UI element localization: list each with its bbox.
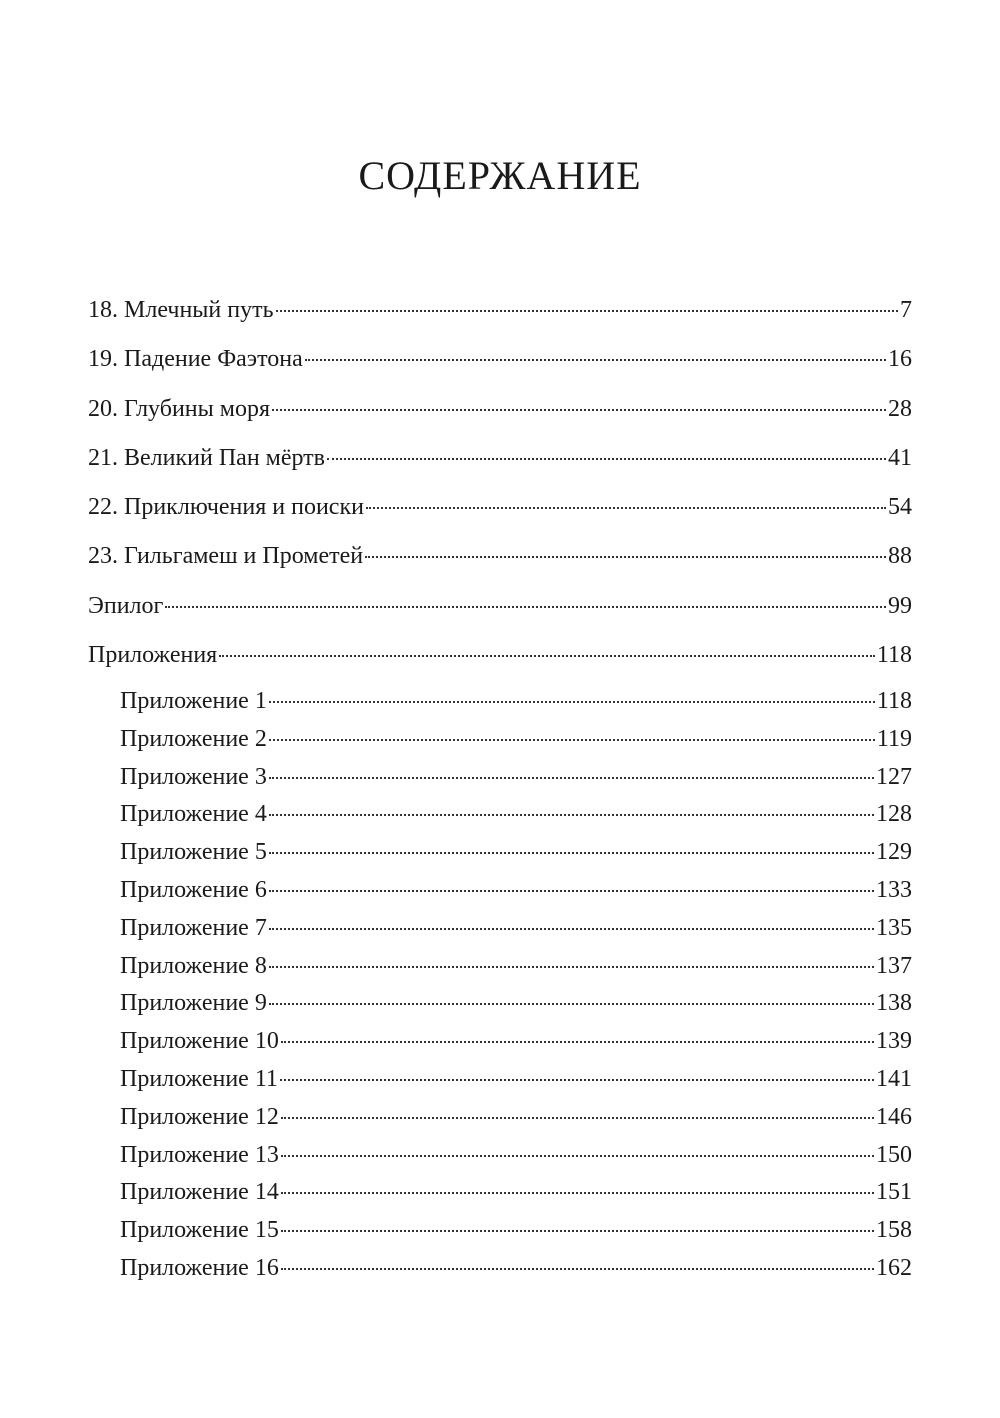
dot-leader <box>219 655 875 657</box>
toc-entry[interactable] <box>88 591 912 640</box>
dot-leader <box>269 1003 874 1005</box>
dot-leader <box>276 310 898 312</box>
toc-subentry-page: 158 <box>876 1217 912 1244</box>
toc-subentry-label: Приложение 12 <box>120 1103 279 1130</box>
dot-leader <box>269 777 874 779</box>
toc-subentry-page: 119 <box>876 725 912 752</box>
dot-leader <box>366 507 886 509</box>
dot-leader <box>327 458 886 460</box>
toc-entry-label: Эпилог <box>88 592 164 619</box>
toc-subentry-page: 137 <box>876 952 912 979</box>
toc-subentry-label: Приложение 11 <box>120 1066 278 1093</box>
dot-leader <box>281 1192 874 1194</box>
toc-subentry-page: 139 <box>876 1028 912 1055</box>
toc-subentry[interactable] <box>88 1215 912 1253</box>
toc-subentry[interactable] <box>88 799 912 837</box>
toc-subentry-label: Приложение 15 <box>120 1217 279 1244</box>
toc-subentry-page: 129 <box>876 839 912 866</box>
dot-leader <box>272 409 886 411</box>
dot-leader <box>269 852 874 854</box>
dot-leader <box>269 890 874 892</box>
toc-entry-label: 23. Гильгамеш и Прометей <box>88 543 364 570</box>
toc-subentry[interactable] <box>88 951 912 989</box>
toc-subentry-page: 135 <box>876 914 912 941</box>
toc-entry-page: 99 <box>888 592 912 619</box>
toc-subentry[interactable] <box>88 686 912 724</box>
dot-leader <box>269 814 874 816</box>
toc-subentry[interactable] <box>88 1102 912 1140</box>
toc-entry[interactable] <box>88 443 912 492</box>
dot-leader <box>305 359 886 361</box>
toc-entry-page: 88 <box>888 543 912 570</box>
dot-leader <box>269 966 874 968</box>
toc-entry[interactable] <box>88 541 912 590</box>
toc-subentry[interactable] <box>88 1253 912 1291</box>
toc-entry-label: 20. Глубины моря <box>88 395 270 422</box>
toc-subentry-page: 150 <box>876 1141 912 1168</box>
toc-entry-page: 16 <box>888 346 912 373</box>
toc-subentry-label: Приложение 2 <box>120 725 267 752</box>
toc-entry-page: 54 <box>888 494 912 521</box>
toc-subentry-page: 141 <box>876 1066 912 1093</box>
toc-subentry[interactable] <box>88 875 912 913</box>
toc-subentry-page: 151 <box>876 1179 912 1206</box>
toc-subentry-label: Приложение 3 <box>120 763 267 790</box>
dot-leader <box>281 1117 874 1119</box>
toc-entry-page: 7 <box>900 297 912 323</box>
toc-subentry[interactable] <box>88 837 912 875</box>
toc-subentry-label: Приложение 14 <box>120 1179 279 1206</box>
toc-subentry-page: 146 <box>876 1103 912 1130</box>
toc-subentry[interactable] <box>88 724 912 762</box>
toc-subentry-page: 118 <box>876 688 912 715</box>
dot-leader <box>281 1041 874 1043</box>
dot-leader <box>365 556 886 558</box>
dot-leader <box>269 928 874 930</box>
toc-subentry-label: Приложение 5 <box>120 839 267 866</box>
table-of-contents <box>88 295 912 1291</box>
toc-subentry[interactable] <box>88 988 912 1026</box>
toc-entry-label: 18. Млечный путь <box>88 297 274 323</box>
toc-subentry-label: Приложение 4 <box>120 801 267 828</box>
toc-subentry[interactable] <box>88 1140 912 1178</box>
toc-entry[interactable] <box>88 492 912 541</box>
toc-subentry-page: 138 <box>876 990 912 1017</box>
toc-entry-page: 28 <box>888 395 912 422</box>
toc-subentry-page: 128 <box>876 801 912 828</box>
dot-leader <box>269 739 875 741</box>
toc-subentry-label: Приложение 1 <box>120 688 267 715</box>
toc-entry-page: 41 <box>888 444 912 471</box>
toc-subentry-page: 133 <box>876 877 912 904</box>
toc-subentry[interactable] <box>88 1064 912 1102</box>
toc-subentry-page: 127 <box>876 763 912 790</box>
toc-entry-appendices[interactable] <box>88 640 912 686</box>
toc-subentry-label: Приложение 8 <box>120 952 267 979</box>
toc-subentry[interactable] <box>88 762 912 800</box>
toc-entry[interactable] <box>88 394 912 443</box>
toc-subentry-label: Приложение 7 <box>120 914 267 941</box>
toc-subentry-label: Приложение 9 <box>120 990 267 1017</box>
toc-subentry[interactable] <box>88 913 912 951</box>
toc-entry-label: 22. Приключения и поиски <box>88 494 364 521</box>
toc-entry-label: 21. Великий Пан мёртв <box>88 444 325 471</box>
dot-leader <box>281 1230 874 1232</box>
toc-subentry-label: Приложение 6 <box>120 877 267 904</box>
toc-subentry-label: Приложение 13 <box>120 1141 279 1168</box>
dot-leader <box>269 701 875 703</box>
toc-entry[interactable] <box>88 295 912 344</box>
dot-leader <box>281 1155 874 1157</box>
toc-subentry-label: Приложение 16 <box>120 1255 279 1282</box>
dot-leader <box>280 1079 874 1081</box>
dot-leader <box>281 1268 874 1270</box>
dot-leader <box>165 606 886 608</box>
toc-subentry-page: 162 <box>876 1255 912 1282</box>
toc-entry[interactable] <box>88 344 912 393</box>
toc-entry-label: Приложения <box>88 642 218 669</box>
page-title: СОДЕРЖАНИЕ <box>358 153 642 198</box>
toc-subentry[interactable] <box>88 1177 912 1215</box>
toc-entry-page: 118 <box>876 642 912 669</box>
toc-entry-label: 19. Падение Фаэтона <box>88 346 303 373</box>
toc-subentry[interactable] <box>88 1026 912 1064</box>
toc-subentry-label: Приложение 10 <box>120 1028 279 1055</box>
